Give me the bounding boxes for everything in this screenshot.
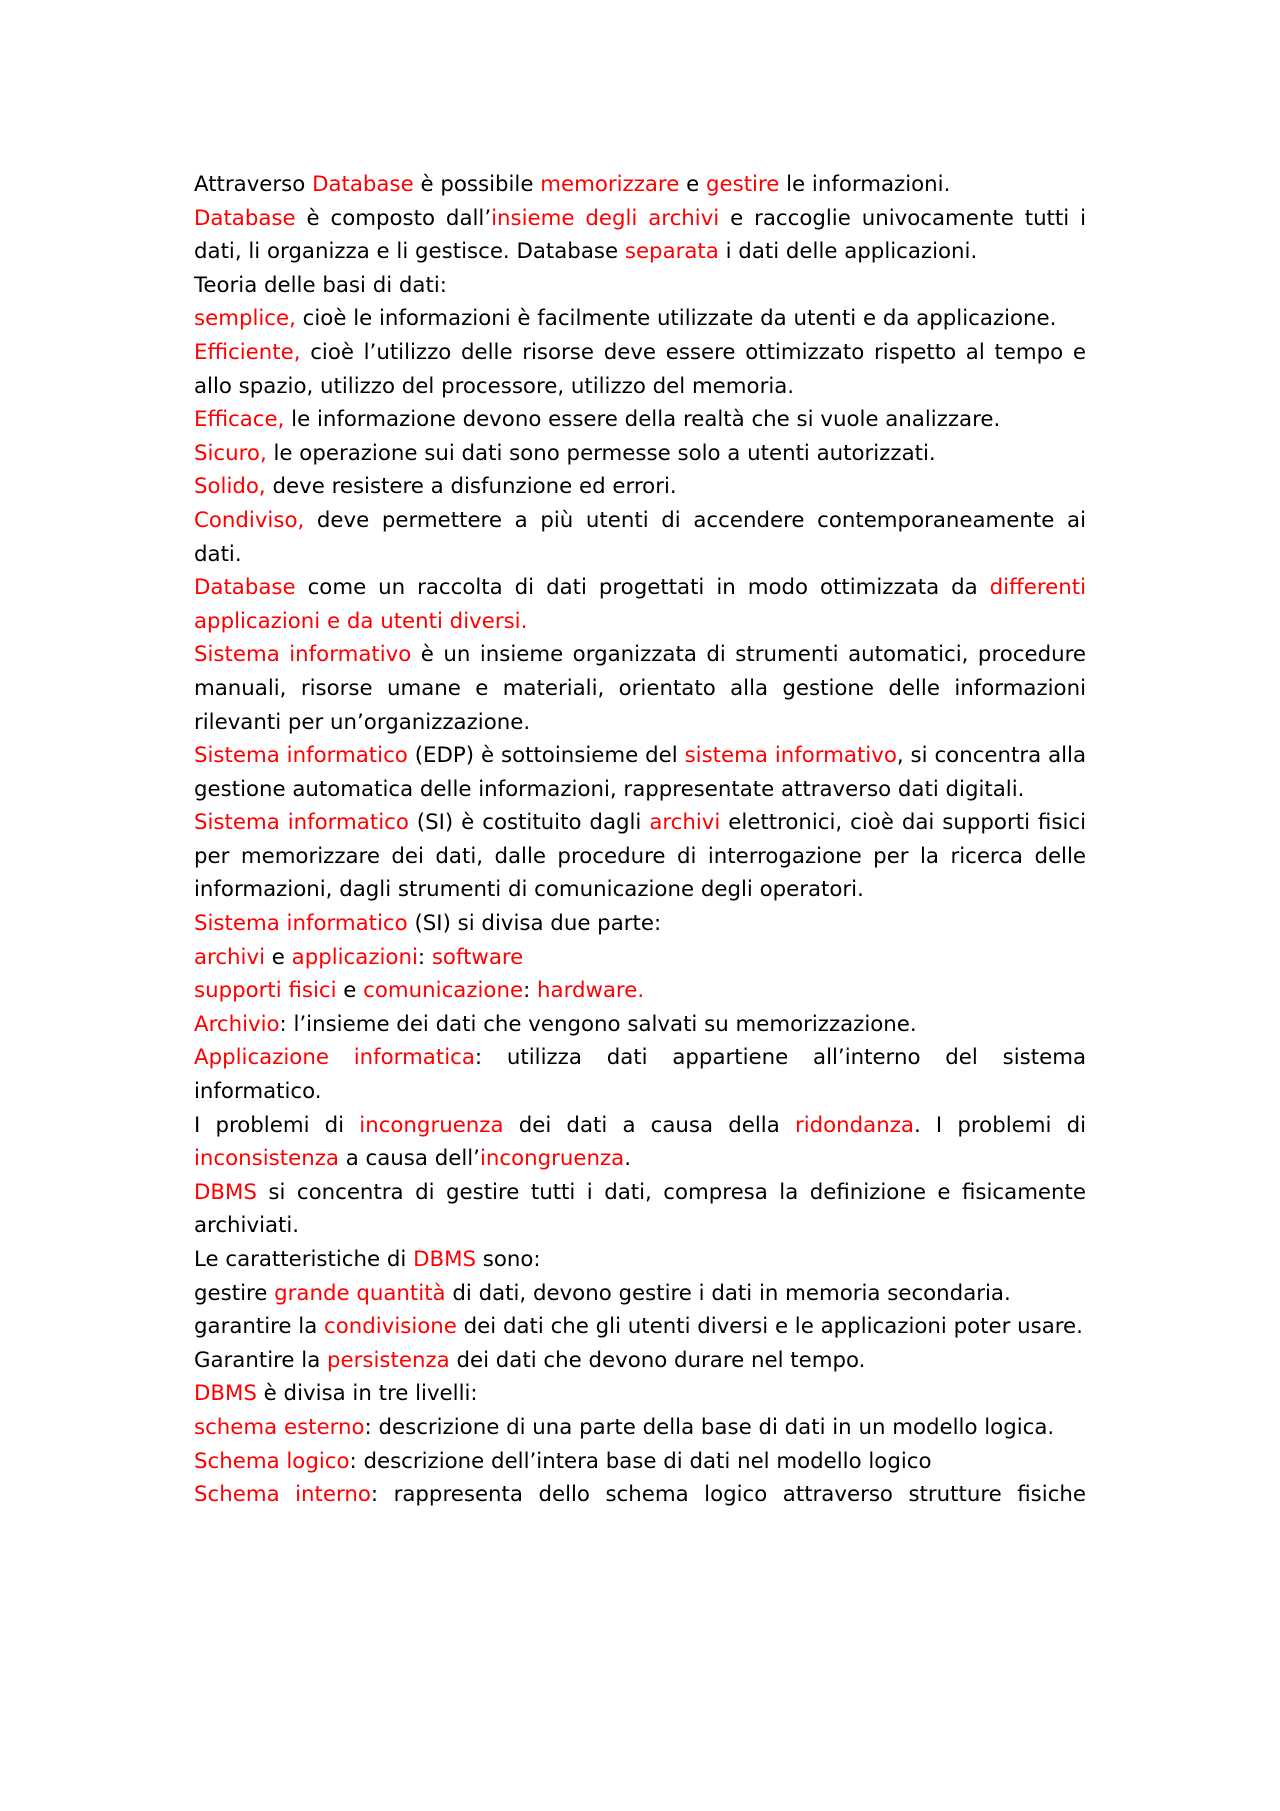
- highlighted-term: Sicuro,: [194, 440, 267, 466]
- body-text: gestire: [194, 1280, 275, 1306]
- para-grande-quantita: [194, 1277, 1086, 1311]
- highlighted-term: differenti applicazioni e da utenti diversi.: [194, 575, 1086, 634]
- para-sistema-informatico-si: [194, 806, 1086, 907]
- highlighted-term: incongruenza: [359, 1112, 504, 1138]
- body-text: si concentra di gestire tutti i dati, compresa la definizione e fisicamente archiviati.: [194, 1179, 1086, 1239]
- highlighted-term: hardware.: [537, 978, 645, 1004]
- para-semplice: [194, 302, 1086, 336]
- highlighted-term: condivisione: [324, 1314, 457, 1340]
- body-text: Attraverso: [194, 172, 313, 197]
- body-text: : rappresenta dello schema logico attraverso strutture fisiche: [370, 1482, 1087, 1508]
- body-text: . I problemi di: [913, 1112, 1087, 1138]
- highlighted-term: Sistema informatico: [194, 911, 408, 937]
- highlighted-term: Database: [194, 575, 296, 601]
- para-sistema-informatico-edp: [194, 739, 1086, 806]
- highlighted-term: incongruenza: [479, 1146, 625, 1172]
- body-text: : descrizione di una parte della base di dati in un modello logica.: [364, 1414, 1055, 1440]
- body-text: garantire la: [194, 1314, 325, 1340]
- body-text: :: [523, 978, 538, 1004]
- body-text: di dati, devono gestire i dati in memoria secondaria.: [445, 1280, 1011, 1306]
- body-text: : l’insieme dei dati che vengono salvati su memorizzazione.: [279, 1011, 917, 1037]
- body-text: e: [336, 978, 364, 1004]
- body-text: cioè l’utilizzo delle risorse deve essere ottimizzato rispetto al tempo e allo spazio, utilizzo del processore, utilizzo del memoria.: [194, 339, 1086, 399]
- body-text: è composto dall’: [295, 205, 492, 231]
- para-schema-interno: [194, 1478, 1086, 1512]
- highlighted-term: insieme degli archivi: [491, 205, 720, 231]
- body-text: : utilizza dati appartiene all’interno del sistema informatico.: [194, 1045, 1086, 1105]
- body-text: :: [417, 944, 432, 970]
- body-text: , si concentra alla gestione automatica delle informazioni, rappresentate attraverso dati digitali.: [194, 743, 1087, 802]
- highlighted-term: Schema logico: [194, 1448, 350, 1474]
- body-text: come un raccolta di dati progettati in modo ottimizzata da: [295, 575, 990, 601]
- highlighted-term: DBMS: [413, 1247, 476, 1272]
- body-text: dei dati a causa della: [503, 1112, 795, 1138]
- body-text: le operazione sui dati sono permesse solo a utenti autorizzati.: [266, 440, 936, 466]
- body-text: dei dati che devono durare nel tempo.: [449, 1347, 866, 1373]
- para-solido: [194, 470, 1086, 504]
- body-text: (SI) si divisa due parte:: [407, 911, 662, 937]
- highlighted-term: grande quantità: [274, 1280, 446, 1306]
- para-efficace: [194, 403, 1086, 437]
- highlighted-term: DBMS: [194, 1179, 257, 1205]
- para-teoria-title: [194, 269, 1086, 303]
- para-sistema-informatico-parti: [194, 907, 1086, 941]
- highlighted-term: Efficiente,: [194, 339, 301, 365]
- highlighted-term: archivi: [649, 810, 721, 836]
- para-dbms-livelli: [194, 1377, 1086, 1411]
- body-text: elettronici, cioè dai supporti fisici per memorizzare dei dati, dalle procedure di interrogazione per la ricerca delle informazioni, dagli strumenti di comunicazione degli operatori.: [194, 810, 1086, 903]
- highlighted-term: supporti fisici: [194, 978, 337, 1004]
- para-sicuro: [194, 437, 1086, 471]
- body-text: I problemi di: [194, 1112, 360, 1138]
- highlighted-term: software: [431, 944, 524, 970]
- para-dbms-caratteristiche: [194, 1243, 1086, 1277]
- body-text: Teoria delle basi di dati:: [194, 272, 447, 298]
- body-text: le informazioni.: [779, 172, 951, 197]
- para-schema-esterno: [194, 1411, 1086, 1445]
- highlighted-term: archivi: [194, 944, 265, 970]
- body-text: dei dati che gli utenti diversi e le applicazioni poter usare.: [456, 1314, 1083, 1340]
- highlighted-term: Schema interno: [194, 1482, 371, 1508]
- body-text: (SI) è costituito dagli: [408, 810, 650, 836]
- document-body: [194, 168, 1086, 1512]
- body-text: è divisa in tre livelli:: [256, 1381, 478, 1407]
- body-text: cioè le informazioni è facilmente utilizzate da utenti e da applicazione.: [295, 306, 1057, 332]
- highlighted-term: gestire: [705, 172, 780, 197]
- body-text: .: [624, 1146, 631, 1172]
- highlighted-term: sistema informativo: [684, 743, 897, 769]
- para-condivisione: [194, 1310, 1086, 1344]
- para-database-raccolta: [194, 571, 1086, 638]
- para-database-intro: [194, 168, 1086, 202]
- para-problemi: [194, 1109, 1086, 1176]
- body-text: (EDP) è sottoinsieme del: [407, 743, 685, 769]
- body-text: sono:: [475, 1247, 541, 1272]
- para-dbms-gestire: [194, 1176, 1086, 1243]
- highlighted-term: ridondanza: [794, 1112, 914, 1138]
- body-text: deve permettere a più utenti di accendere contemporaneamente ai dati.: [194, 507, 1086, 567]
- highlighted-term: inconsistenza: [194, 1146, 339, 1172]
- body-text: è un insieme organizzata di strumenti automatici, procedure manuali, risorse umane e materiali, orientato alla gestione delle informazioni rilevanti per un’organizzazione.: [194, 642, 1086, 735]
- highlighted-term: Applicazione informatica: [194, 1045, 475, 1071]
- highlighted-term: DBMS: [194, 1381, 257, 1407]
- body-text: e: [679, 172, 706, 197]
- highlighted-term: semplice,: [194, 306, 296, 332]
- para-schema-logico: [194, 1445, 1086, 1479]
- body-text: e raccoglie univocamente tutti i dati, li organizza e li gestisce. Database: [194, 205, 1086, 265]
- highlighted-term: Condiviso,: [194, 507, 305, 533]
- para-applicazione-informatica: [194, 1041, 1086, 1108]
- body-text: i dati delle applicazioni.: [718, 239, 978, 265]
- body-text: a causa dell’: [338, 1146, 480, 1172]
- para-condiviso: [194, 504, 1086, 571]
- highlighted-term: schema esterno: [194, 1414, 365, 1440]
- highlighted-term: persistenza: [327, 1347, 450, 1373]
- highlighted-term: Solido,: [194, 474, 266, 500]
- body-text: e: [264, 944, 292, 970]
- body-text: Garantire la: [194, 1347, 328, 1373]
- para-efficiente: [194, 336, 1086, 403]
- para-supporti-comunicazione: [194, 974, 1086, 1008]
- para-archivio: [194, 1008, 1086, 1042]
- highlighted-term: Sistema informativo: [194, 642, 412, 668]
- highlighted-term: Database: [312, 172, 414, 197]
- body-text: le informazione devono essere della realtà che si vuole analizzare.: [284, 407, 1001, 433]
- highlighted-term: Sistema informatico: [194, 810, 409, 836]
- body-text: è possibile: [413, 172, 541, 197]
- highlighted-term: separata: [624, 239, 719, 265]
- highlighted-term: Archivio: [194, 1011, 280, 1037]
- para-archivi-applicazioni: [194, 941, 1086, 975]
- body-text: deve resistere a disfunzione ed errori.: [265, 474, 677, 500]
- para-persistenza: [194, 1344, 1086, 1378]
- highlighted-term: applicazioni: [291, 944, 418, 970]
- body-text: : descrizione dell’intera base di dati nel modello logico: [349, 1448, 932, 1474]
- para-sistema-informativo: [194, 638, 1086, 739]
- body-text: Le caratteristiche di: [194, 1247, 414, 1272]
- highlighted-term: Efficace,: [194, 407, 285, 433]
- highlighted-term: Sistema informatico: [194, 743, 408, 769]
- highlighted-term: comunicazione: [363, 978, 524, 1004]
- highlighted-term: memorizzare: [540, 172, 680, 197]
- para-database-composition: [194, 202, 1086, 269]
- highlighted-term: Database: [194, 205, 296, 231]
